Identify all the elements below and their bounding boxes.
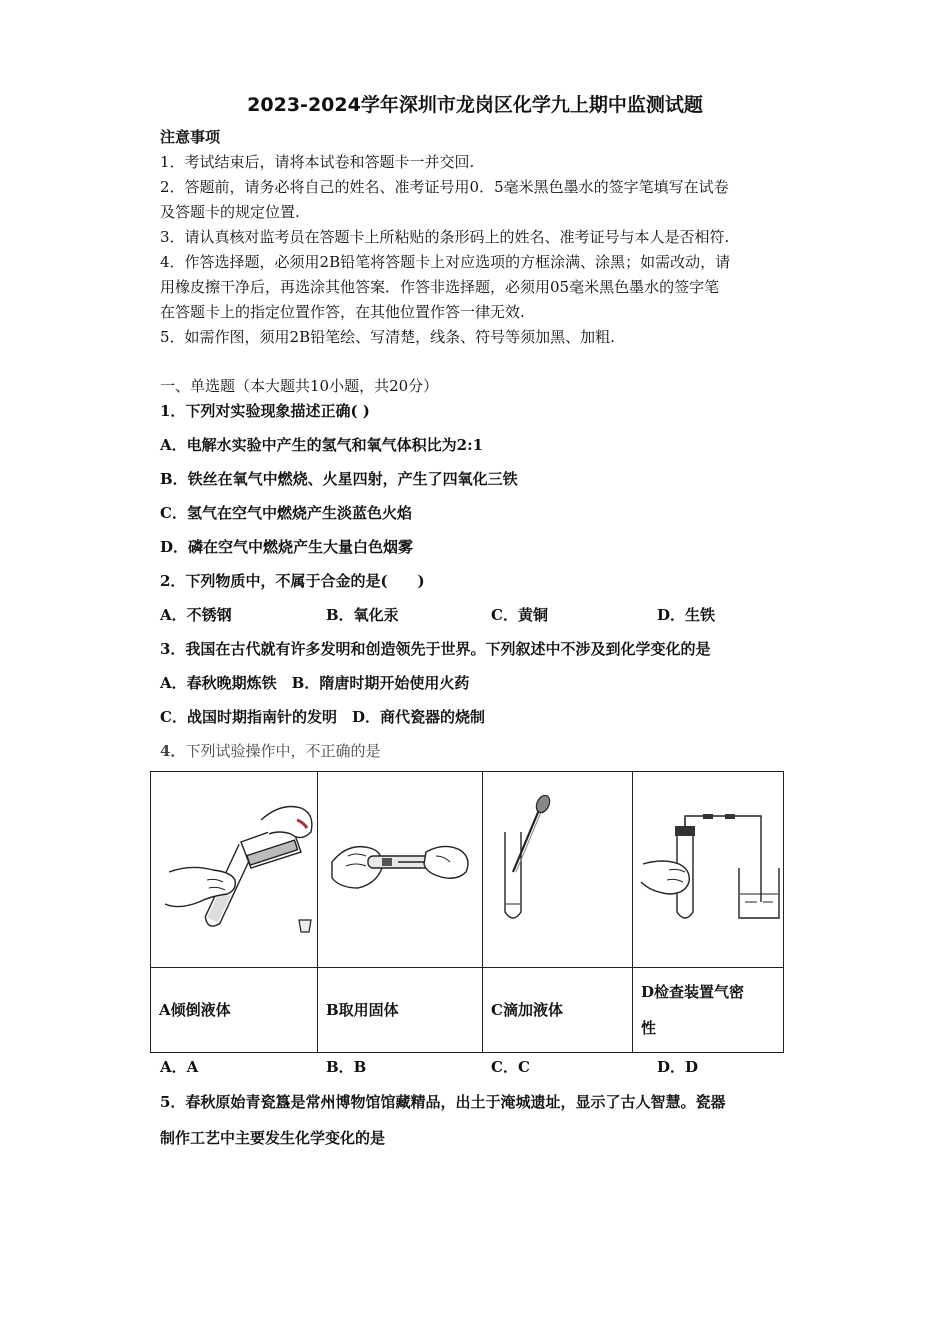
q4-option-a: A．A: [160, 1058, 199, 1076]
q4-option-d: D．D: [657, 1058, 699, 1076]
q4-text: 下列试验操作中，不正确的是: [185, 742, 381, 760]
q3-stem: 3．我国在古代就有许多发明和创造领先于世界。下列叙述中不涉及到化学变化的是: [160, 640, 711, 658]
q1-option-a: A．电解水实验中产生的氢气和氧气体积比为2:1: [160, 436, 484, 454]
cell-d-line-2: 性: [641, 1019, 657, 1037]
cell-d-line-1: D检查装置气密: [641, 983, 745, 1001]
q2-option-b: B．氧化汞: [326, 606, 399, 624]
notice-line: 4．作答选择题，必须用2B铅笔将答题卡上对应选项的方框涂满、涂黑；如需改动，请: [160, 253, 731, 271]
cell-c-label: C滴加液体: [483, 968, 633, 1053]
notice-line: 用橡皮擦干净后，再选涂其他答案．作答非选择题，必须用05毫米黑色墨水的签字笔: [160, 278, 720, 296]
q4-number: 4．: [160, 742, 186, 760]
figure-c-drop-liquid: [483, 772, 633, 968]
q1-option-c: C．氢气在空气中燃烧产生淡蓝色火焰: [160, 504, 412, 522]
q4-stem: [160, 741, 380, 761]
section-heading: 一、单选题（本大题共10小题，共20分）: [160, 377, 439, 395]
q2-option-c: C．黄铜: [491, 606, 548, 624]
q5-stem-line-1: 5．春秋原始青瓷簋是常州博物馆馆藏精品，出土于淹城遗址，显示了古人智慧。瓷器: [160, 1093, 726, 1111]
notice-line: 1．考试结束后，请将本试卷和答题卡一并交回.: [160, 153, 475, 171]
q2-stem: 2．下列物质中，不属于合金的是( ): [160, 572, 425, 590]
figure-a-pour-liquid: [151, 772, 318, 968]
figure-b-take-solid: [318, 772, 483, 968]
q2-option-d: D．生铁: [657, 606, 716, 624]
cell-b-label: B取用固体: [318, 968, 483, 1053]
notice-line: 5．如需作图，须用2B铅笔绘、写清楚，线条、符号等须加黑、加粗.: [160, 328, 615, 346]
q1-option-b: B．铁丝在氧气中燃烧、火星四射，产生了四氧化三铁: [160, 470, 518, 488]
q4-figure-table: [150, 771, 784, 1053]
q2-option-a: A．不锈钢: [160, 606, 232, 624]
notice-line: 2．答题前，请务必将自己的姓名、准考证号用0．5毫米黑色墨水的签字笔填写在试卷: [160, 178, 729, 196]
cell-a-label: A倾倒液体: [151, 968, 318, 1053]
notice-line: 3．请认真核对监考员在答题卡上所粘贴的条形码上的姓名、准考证号与本人是否相符.: [160, 228, 730, 246]
page-title: 2023-2024学年深圳市龙岗区化学九上期中监测试题: [247, 94, 703, 116]
notice-line: 及答题卡的规定位置.: [160, 203, 300, 221]
q1-stem: 1．下列对实验现象描述正确( ): [160, 402, 370, 420]
q5-stem-line-2: 制作工艺中主要发生化学变化的是: [160, 1129, 386, 1147]
q4-option-b: B．B: [326, 1058, 367, 1076]
q3-options-1: A．春秋晚期炼铁 B．隋唐时期开始使用火药: [160, 674, 470, 692]
figure-d-check-airtightness: [633, 772, 784, 968]
notice-heading: 注意事项: [160, 128, 221, 146]
cell-d-label: [633, 968, 784, 1053]
q4-option-c: C．C: [491, 1058, 530, 1076]
notice-line: 在答题卡上的指定位置作答，在其他位置作答一律无效.: [160, 303, 525, 321]
q1-option-d: D．磷在空气中燃烧产生大量白色烟雾: [160, 538, 414, 556]
q3-options-2: C．战国时期指南针的发明 D．商代瓷器的烧制: [160, 708, 485, 726]
